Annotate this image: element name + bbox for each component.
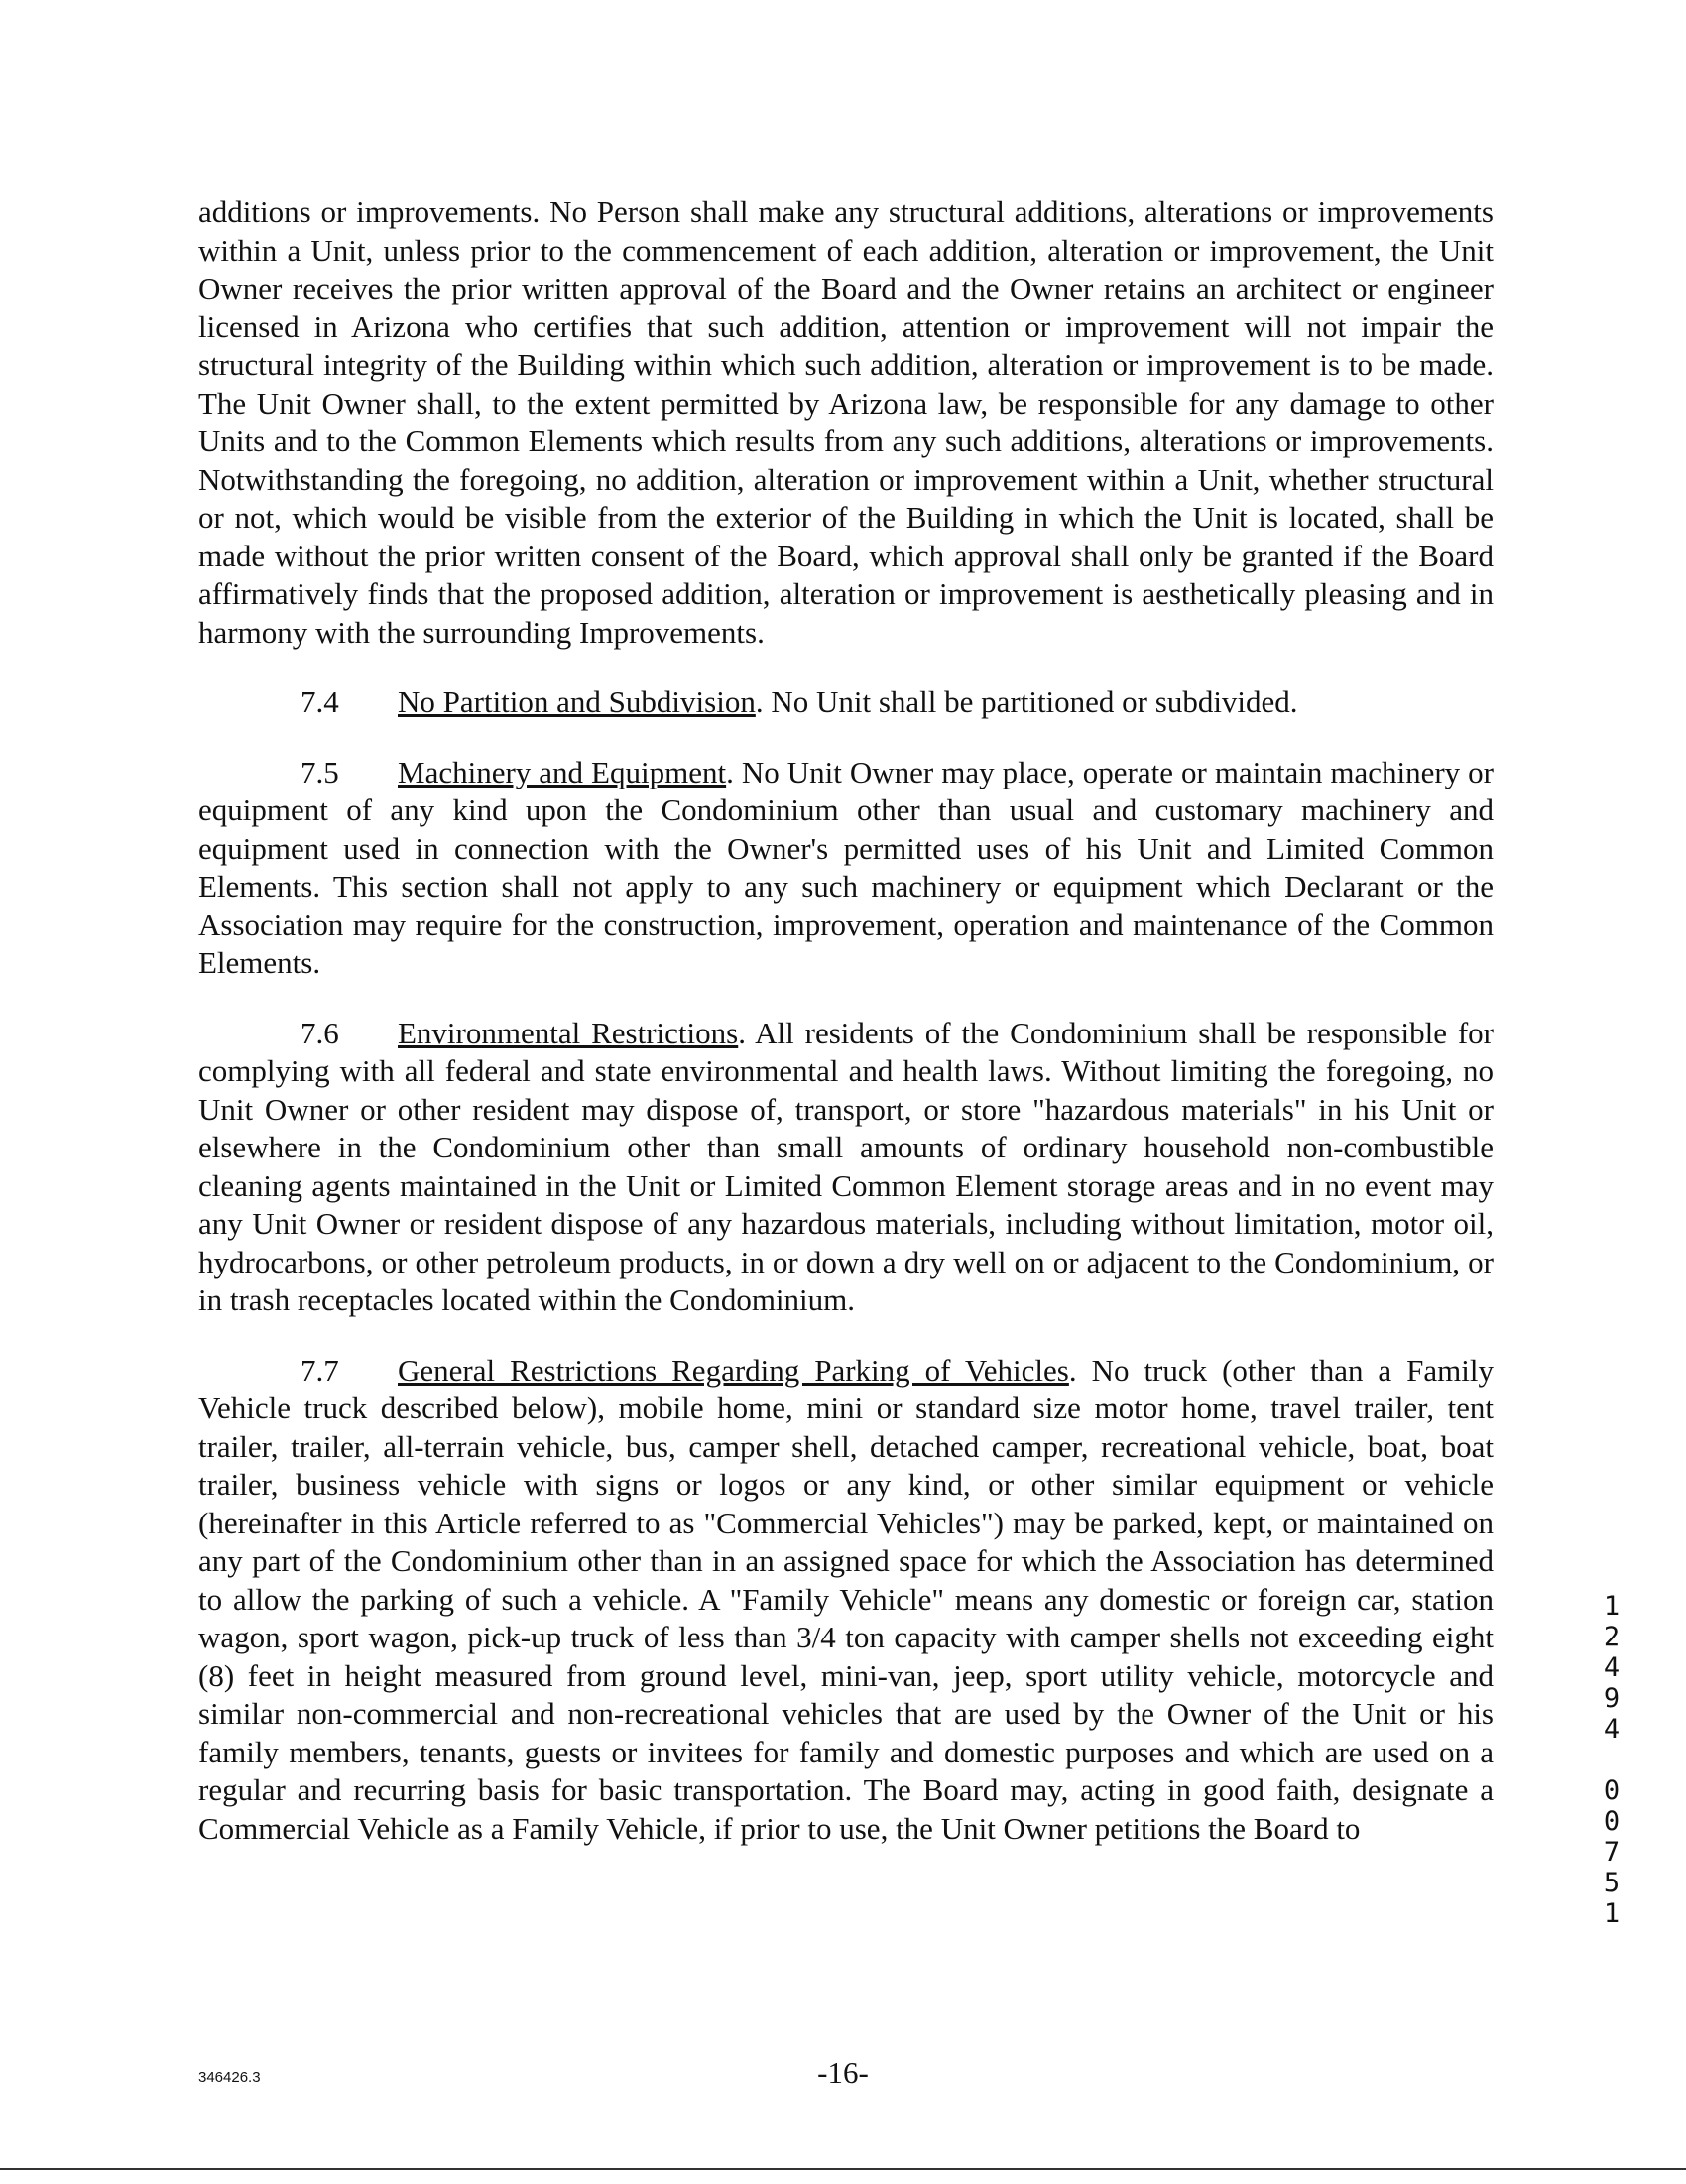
stamp-digit: 0 <box>1603 1775 1621 1806</box>
section-number: 7.7 <box>301 1352 339 1388</box>
stamp-digit: 4 <box>1603 1652 1621 1683</box>
section-body: . No Unit Owner may place, operate or maintain machinery or equipment of any kind upon the Condominium other than usual and customary machinery and equipment used in connection with the Owner's permitted uses of his Unit and Limited Common Elements. This section shall not apply to any such machinery or equipment which Declarant or the Association may require for the construction, improvement, operation and maintenance of the Common Elements. <box>198 754 1495 980</box>
section-heading: Machinery and Equipment <box>398 754 727 789</box>
stamp-digit: 2 <box>1603 1622 1621 1652</box>
footer-document-id: 346426.3 <box>198 2069 261 2086</box>
section-heading: General Restrictions Regarding Parking of Vehicles <box>398 1352 1069 1388</box>
stamp-gap <box>1597 1745 1626 1775</box>
section-heading: Environmental Restrictions <box>398 1015 739 1050</box>
bottom-divider <box>0 2168 1686 2170</box>
section-number: 7.4 <box>301 684 339 719</box>
section-heading: No Partition and Subdivision <box>398 684 756 719</box>
recording-stamp <box>1597 1591 1626 1929</box>
section-body: . All residents of the Condominium shall be responsible for complying with all federal and state environmental and health laws. Without limiting the foregoing, no Unit Owner or other resident may dispose of, transport, or store "hazardous materials" in his Unit or elsewhere in the Condominium other than small amounts of ordinary household non-combustible cleaning agents maintained in the Unit or Limited Common Element storage areas and in no event may any Unit Owner or resident dispose of any hazardous materials, including without limitation, motor oil, hydrocarbons, or other petroleum products, in or down a dry well on or adjacent to the Condominium, or in trash receptacles located within the Condominium. <box>198 1015 1494 1317</box>
stamp-digit: 5 <box>1603 1868 1621 1898</box>
continued-paragraph: additions or improvements. No Person shall make any structural additions, alterations or improvements within a Unit, unless prior to the commencement of each addition, alteration or improvement, the Unit Owner receives the prior written approval of the Board and the Owner retains an architect or engineer licensed in Arizona who certifies that such addition, attention or improvement will not impair the structural integrity of the Building within which such addition, alteration or improvement is to be made. The Unit Owner shall, to the extent permitted by Arizona law, be responsible for any damage to other Units and to the Common Elements which results from any such additions, alterations or improvements. Notwithstanding the foregoing, no addition, alteration or improvement within a Unit, whether structural or not, which would be visible from the exterior of the Building in which the Unit is located, shall be made without the prior written consent of the Board, which approval shall only be granted if the Board affirmatively finds that the proposed addition, alteration or improvement is aesthetically pleasing and in harmony with the surrounding Improvements. <box>198 194 1494 650</box>
section-number: 7.6 <box>301 1015 339 1050</box>
stamp-digit: 1 <box>1603 1898 1621 1929</box>
section-body: . No truck (other than a Family Vehicle truck described below), mobile home, mini or standard size motor home, travel trailer, tent trailer, trailer, all-terrain vehicle, bus, camper shell, detached camper, recreational vehicle, boat, boat trailer, business vehicle with signs or logos or any kind, or other similar equipment or vehicle (hereinafter in this Article referred to as "Commercial Vehicles") may be parked, kept, or maintained on any part of the Condominium other than in an assigned space for which the Association has determined to allow the parking of such a vehicle. A "Family Vehicle" means any domestic or foreign car, station wagon, sport wagon, pick-up truck of less than 3/4 ton capacity with camper shells not exceeding eight (8) feet in height measured from ground level, mini-van, jeep, sport utility vehicle, motorcycle and similar non-commercial and non-recreational vehicles that are used by the Owner of the Unit or his family members, tenants, guests or invitees for family and domestic purposes and which are used on a regular and recurring basis for basic transportation. The Board may, acting in good faith, designate a Commercial Vehicle as a Family Vehicle, if prior to use, the Unit Owner petitions the Board to <box>198 1352 1494 1846</box>
stamp-digit: 1 <box>1603 1591 1621 1622</box>
body-text <box>198 193 1494 1880</box>
section-body: . No Unit shall be partitioned or subdivided. <box>755 684 1298 719</box>
section-7-4 <box>198 683 1494 722</box>
stamp-digit: 7 <box>1603 1837 1621 1868</box>
stamp-digit: 9 <box>1603 1683 1621 1714</box>
page-number: -16- <box>817 2055 869 2090</box>
section-7-6 <box>198 1015 1494 1320</box>
section-number: 7.5 <box>301 754 339 789</box>
section-7-7 <box>198 1352 1494 1849</box>
section-7-5 <box>198 754 1494 983</box>
stamp-digit: 0 <box>1603 1806 1621 1837</box>
stamp-digit: 4 <box>1603 1714 1621 1745</box>
